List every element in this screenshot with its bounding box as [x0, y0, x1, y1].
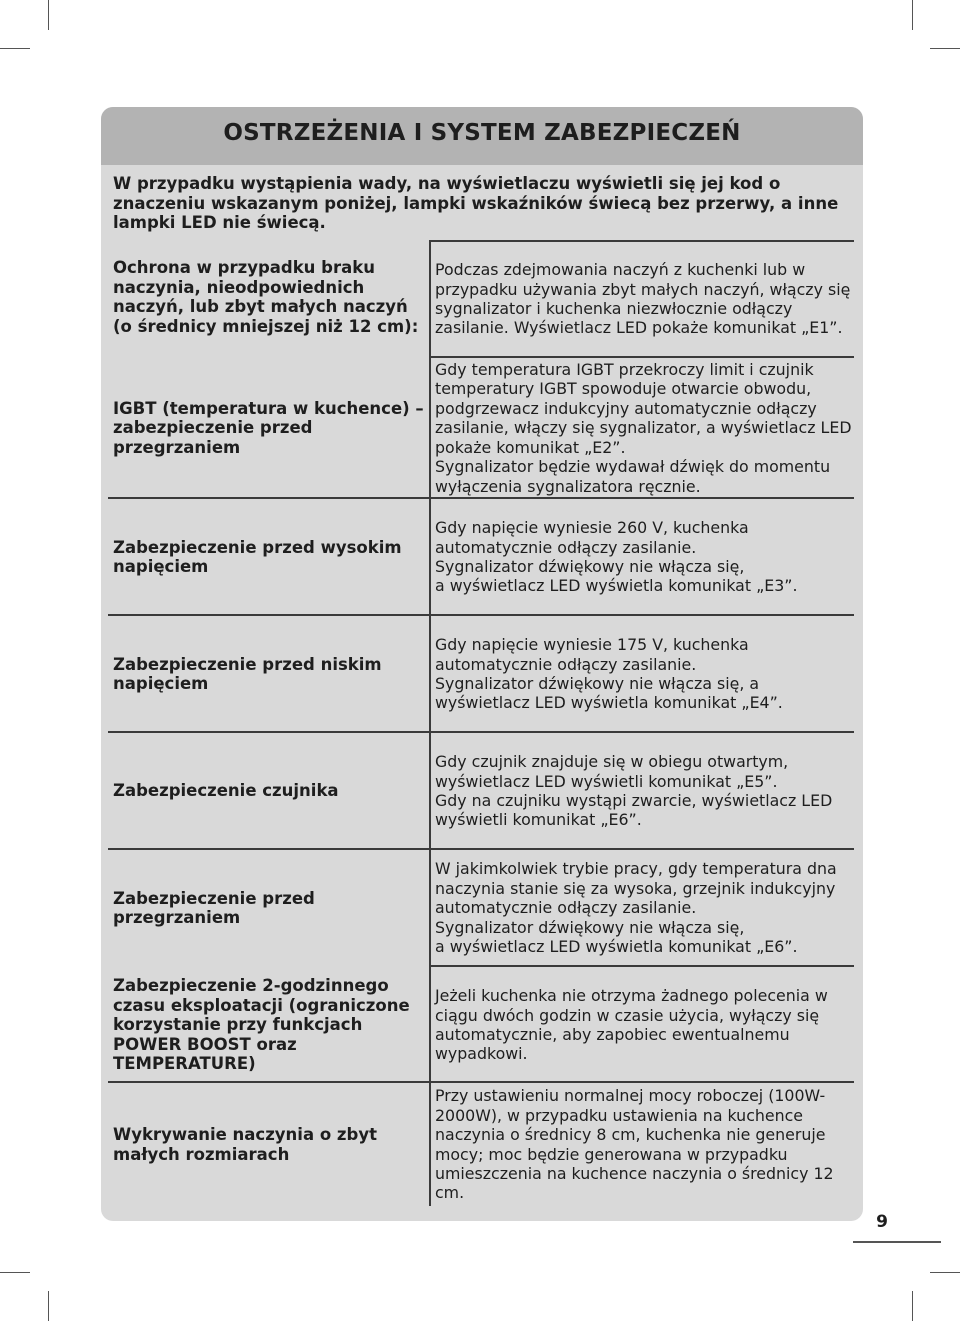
protection-label: IGBT (temperatura w kuchence) – zabezpieczenie przed przegrzaniem	[113, 398, 424, 457]
crop-mark	[0, 1272, 30, 1273]
protection-label: Ochrona w przypadku braku naczynia, nieodpowiednich naczyń, lub zbyt małych naczyń (o średnicy mniejszej niż 12 cm):	[113, 258, 419, 336]
table-divider	[429, 240, 854, 242]
page-number: 9	[876, 1212, 888, 1232]
protection-description: Podczas zdejmowania naczyń z kuchenki lub w przypadku używania zbyt małych naczyń, włączy się sygnalizator i kuchenka niezwłocznie odłączy zasilanie. Wyświetlacz LED pokaże komunikat „E1”.	[435, 260, 851, 338]
crop-mark	[48, 0, 49, 30]
page-number-rule	[853, 1241, 941, 1243]
crop-mark	[0, 48, 30, 49]
protection-description: Gdy napięcie wyniesie 260 V, kuchenka automatycznie odłączy zasilanie. Sygnalizator dźwiękowy nie włącza się, a wyświetlacz LED wyświetla komunikat „E3”.	[435, 518, 798, 596]
protection-label: Zabezpieczenie przed wysokim napięciem	[113, 537, 402, 576]
crop-mark	[930, 1272, 960, 1273]
protection-label: Zabezpieczenie 2-godzinnego czasu eksploatacji (ograniczone korzystanie przy funkcjach POWER BOOST oraz TEMPERATURE)	[113, 976, 410, 1074]
crop-mark	[48, 1291, 49, 1321]
crop-mark	[912, 0, 913, 30]
protection-description: W jakimkolwiek trybie pracy, gdy temperatura dna naczynia stanie się za wysoka, grzejnik indukcyjny automatycznie odłączy zasilanie. Sygnalizator dźwiękowy nie włącza się, a wyświetlacz LED wyświetla komunikat „E6”.	[435, 859, 837, 957]
protection-description: Gdy czujnik znajduje się w obiegu otwartym, wyświetlacz LED wyświetli komunikat „E5”. Gdy na czujniku wystąpi zwarcie, wyświetlacz LED wyświetli komunikat „E6”.	[435, 752, 833, 830]
protection-label: Zabezpieczenie przed niskim napięciem	[113, 654, 382, 693]
protection-description: Gdy temperatura IGBT przekroczy limit i czujnik temperatury IGBT spowoduje otwarcie obwodu, podgrzewacz indukcyjny automatycznie odłączy zasilanie, włączy się sygnalizator, a wyświetlacz LED pokaże komunikat „E2”. Sygnalizator będzie wydawał dźwięk do momentu wyłączenia sygnalizatora ręcznie.	[435, 360, 852, 496]
crop-mark	[912, 1291, 913, 1321]
protection-description: Jeżeli kuchenka nie otrzyma żadnego polecenia w ciągu dwóch godzin w czasie użycia, wyłączy się automatycznie, aby zapobiec ewentualnemu wypadkowi.	[435, 986, 828, 1064]
protection-description: Gdy napięcie wyniesie 175 V, kuchenka automatycznie odłączy zasilanie. Sygnalizator dźwiękowy nie włącza się, a wyświetlacz LED wyświetla komunikat „E4”.	[435, 635, 783, 713]
protection-label: Zabezpieczenie przed przegrzaniem	[113, 888, 315, 927]
protection-label: Wykrywanie naczynia o zbyt małych rozmiarach	[113, 1125, 377, 1164]
intro-text: W przypadku wystąpienia wady, na wyświetlaczu wyświetli się jej kod o znaczeniu wskazanym poniżej, lampki wskaźników świecą bez przerwy, a inne lampki LED nie świecą.	[113, 174, 839, 232]
page-title: OSTRZEŻENIA I SYSTEM ZABEZPIECZEŃ	[223, 120, 741, 146]
crop-mark	[930, 48, 960, 49]
column-divider	[429, 240, 431, 1206]
protection-description: Przy ustawieniu normalnej mocy roboczej (100W-2000W), w przypadku ustawienia na kuchence naczynia o średnicy 8 cm, kuchenka nie generuje mocy; moc będzie generowana w przypadku umieszczenia na kuchence naczynia o średnicy 12 cm.	[435, 1086, 834, 1203]
protection-label: Zabezpieczenie czujnika	[113, 781, 339, 801]
